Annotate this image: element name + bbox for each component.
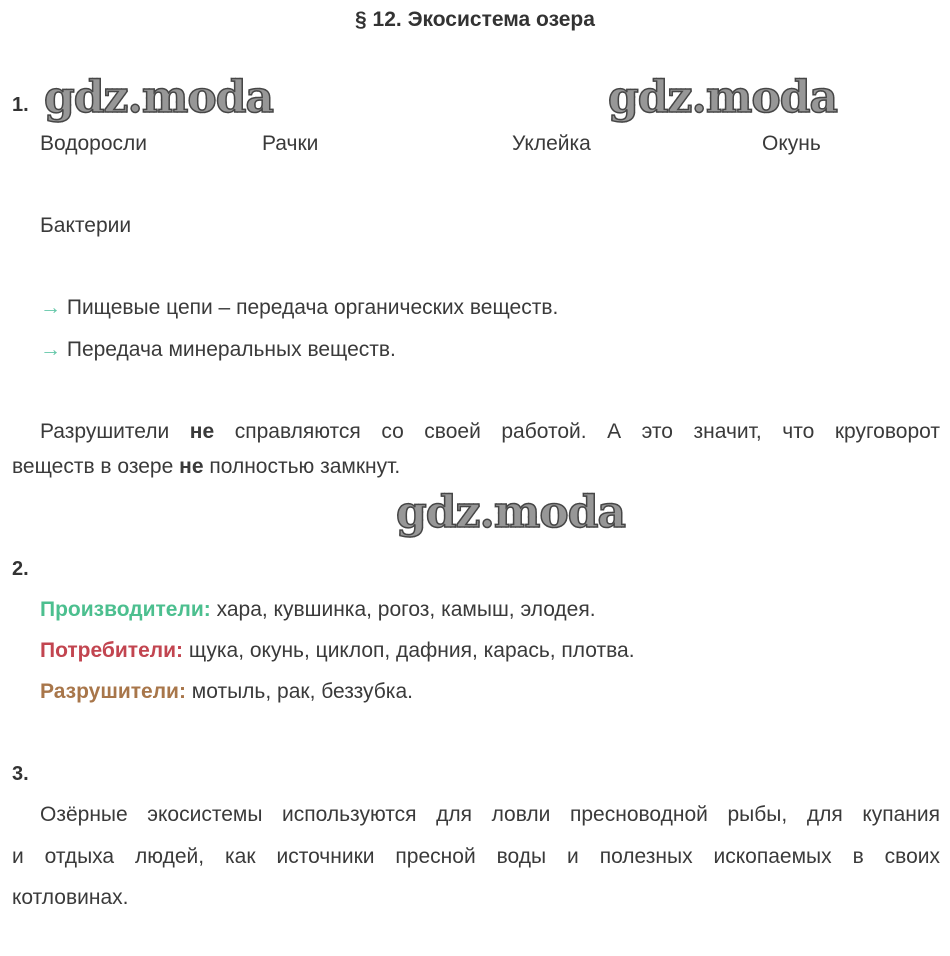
organism-algae: Водоросли xyxy=(40,132,147,155)
producers-line xyxy=(40,598,596,622)
organism-perch: Окунь xyxy=(762,132,821,155)
watermark-logo: gdz.moda xyxy=(44,72,274,123)
decomposers-line xyxy=(40,680,413,704)
task-3-line-1: Озёрные экосистемы используются для ловли пресноводной рыбы, для купания xyxy=(40,803,940,826)
consumers-label: Потребители: xyxy=(40,639,184,662)
decomposers-label: Разрушители: xyxy=(40,680,186,703)
watermark-logo: gdz.moda xyxy=(396,487,626,538)
task-3-line-2: и отдыха людей, как источники пресной воды и полезных ископаемых в своих xyxy=(12,845,940,868)
task-3-number: 3. xyxy=(12,763,29,785)
legend-text: Передача минеральных веществ. xyxy=(66,338,396,361)
legend-text: Пищевые цепи – передача органических веществ. xyxy=(66,296,559,319)
task-1-number: 1. xyxy=(12,94,29,116)
task-2-number: 2. xyxy=(12,558,29,580)
conclusion-line-1: Разрушители не справляются со своей работой. А это значит, что круговорот xyxy=(40,420,940,443)
decomposers-list: мотыль, рак, беззубка. xyxy=(185,680,413,703)
legend-item-food-chains xyxy=(40,296,558,320)
task-3-line-3: котловинах. xyxy=(12,886,129,909)
organism-bleak: Уклейка xyxy=(512,132,591,155)
arrow-right-icon: → xyxy=(40,296,61,319)
consumers-list: щука, окунь, циклоп, дафния, карась, плотва. xyxy=(183,639,635,662)
page-title: § 12. Экосистема озера xyxy=(355,8,595,31)
producers-label: Производители: xyxy=(40,598,211,621)
watermark-logo: gdz.moda xyxy=(608,72,838,123)
organism-bacteria: Бактерии xyxy=(40,214,132,237)
legend-item-minerals xyxy=(40,338,396,362)
consumers-line xyxy=(40,639,635,663)
organism-crustaceans: Рачки xyxy=(262,132,319,155)
arrow-right-icon: → xyxy=(40,338,61,361)
conclusion-line-2: веществ в озере не полностью замкнут. xyxy=(12,455,401,478)
conclusion-paragraph xyxy=(12,420,940,479)
producers-list: хара, кувшинка, рогоз, камыш, элодея. xyxy=(210,598,596,621)
